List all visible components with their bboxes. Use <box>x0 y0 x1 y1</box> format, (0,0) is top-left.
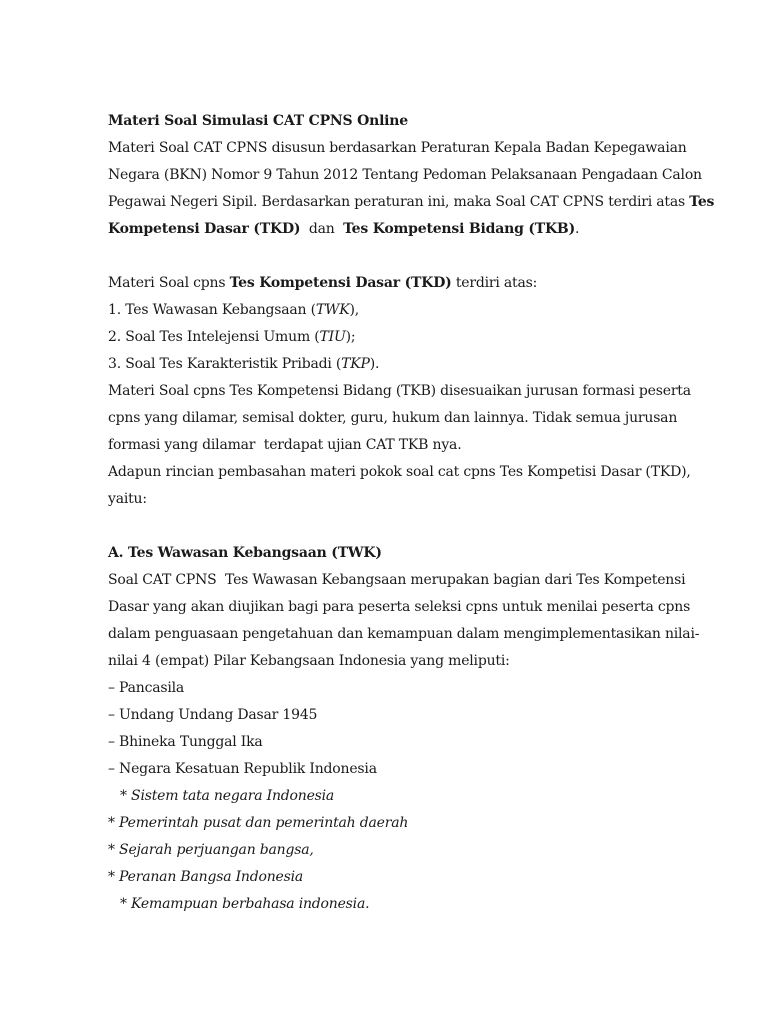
tkb-term: Tes Kompetensi Bidang (TKB) <box>343 221 575 237</box>
spacer <box>108 513 656 540</box>
pilar-item: – Undang Undang Dasar 1945 <box>108 707 318 723</box>
intro-line-4-conj: dan <box>300 221 344 237</box>
tkd-item-abbr: TWK <box>315 302 350 318</box>
twk-line-2: Dasar yang akan diujikan bagi para peserta seleksi cpns untuk menilai peserta cpns <box>108 599 691 615</box>
document-page <box>108 108 715 918</box>
spacer <box>108 243 656 270</box>
tkd-item-text: 2. Soal Tes Intelejensi Umum ( <box>108 329 320 345</box>
sub-topic-item: * Sistem tata negara Indonesia <box>120 788 335 804</box>
sub-topic-item: * Pemerintah pusat dan pemerintah daerah <box>108 815 409 831</box>
tkd-section <box>108 270 656 378</box>
intro-paragraph <box>108 135 715 243</box>
tkd-item-abbr: TKP <box>341 356 370 372</box>
tkd-list-item <box>108 324 656 351</box>
twk-section <box>108 540 700 918</box>
twk-line-1: Soal CAT CPNS Tes Wawasan Kebangsaan merupakan bagian dari Tes Kompetensi <box>108 572 686 588</box>
sub-topic-item: * Kemampuan berbahasa indonesia. <box>120 896 370 912</box>
intro-line-3-bold: Tes <box>689 194 715 210</box>
tkd-intro-post: terdiri atas: <box>451 275 538 291</box>
twk-line-4: nilai 4 (empat) Pilar Kebangsaan Indonesia yang meliputi: <box>108 653 510 669</box>
intro-line-1: Materi Soal CAT CPNS disusun berdasarkan Peraturan Kepala Badan Kepegawaian <box>108 140 687 156</box>
twk-heading: A. Tes Wawasan Kebangsaan (TWK) <box>108 545 382 561</box>
intro-line-4 <box>108 216 656 243</box>
pilar-item: – Bhineka Tunggal Ika <box>108 734 263 750</box>
intro-line-3-text: Pegawai Negeri Sipil. Berdasarkan peraturan ini, maka Soal CAT CPNS terdiri atas <box>108 194 690 210</box>
twk-line-3: dalam penguasaan pengetahuan dan kemampuan dalam mengimplementasikan nilai- <box>108 626 700 642</box>
tkb-line-3: formasi yang dilamar terdapat ujian CAT TKB nya. <box>108 437 462 453</box>
tkd-item-close: ), <box>349 302 359 318</box>
tkb-line-4: Adapun rincian pembasahan materi pokok soal cat cpns Tes Kompetisi Dasar (TKD), <box>108 464 691 480</box>
tkd-intro-line <box>108 270 656 297</box>
tkb-line-2: cpns yang dilamar, semisal dokter, guru, hukum dan lainnya. Tidak semua jurusan <box>108 410 678 426</box>
sub-topic-item: * Sejarah perjuangan bangsa, <box>108 842 314 858</box>
intro-line-4-end: . <box>575 221 580 237</box>
tkd-item-text: 1. Tes Wawasan Kebangsaan ( <box>108 302 316 318</box>
sub-topic-item: * Peranan Bangsa Indonesia <box>108 869 304 885</box>
tkd-list-item <box>108 351 656 378</box>
document-title: Materi Soal Simulasi CAT CPNS Online <box>108 113 408 129</box>
pilar-item: – Negara Kesatuan Republik Indonesia <box>108 761 377 777</box>
tkd-item-close: ); <box>345 329 356 345</box>
tkd-intro-pre: Materi Soal cpns <box>108 275 230 291</box>
tkb-line-1: Materi Soal cpns Tes Kompetensi Bidang (TKB) disesuaikan jurusan formasi peserta <box>108 383 691 399</box>
tkd-item-close: ). <box>369 356 380 372</box>
intro-line-2: Negara (BKN) Nomor 9 Tahun 2012 Tentang Pedoman Pelaksanaan Pengadaan Calon <box>108 167 702 183</box>
tkd-list-item <box>108 297 656 324</box>
pilar-item: – Pancasila <box>108 680 185 696</box>
tkd-intro-bold: Tes Kompetensi Dasar (TKD) <box>229 275 452 291</box>
tkb-paragraph <box>108 378 691 513</box>
tkd-item-text: 3. Soal Tes Karakteristik Pribadi ( <box>108 356 342 372</box>
intro-line-3 <box>108 189 715 216</box>
tkb-line-5: yaitu: <box>108 491 147 507</box>
tkd-term: Kompetensi Dasar (TKD) <box>108 221 301 237</box>
tkd-item-abbr: TIU <box>319 329 346 345</box>
